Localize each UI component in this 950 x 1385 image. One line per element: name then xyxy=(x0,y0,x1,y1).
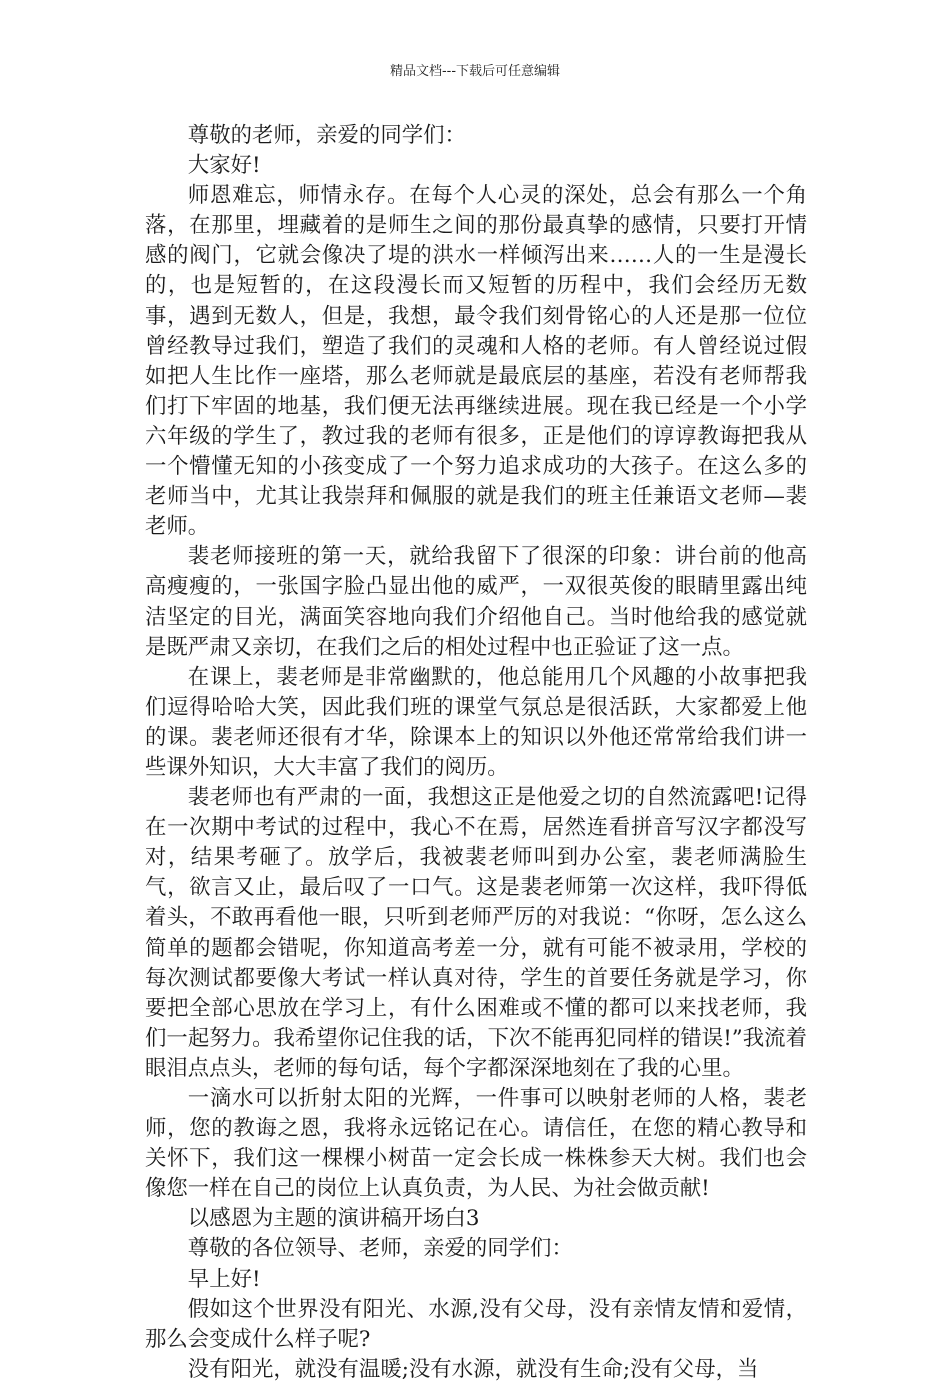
page-header: 精品文档---下载后可任意编辑 xyxy=(389,64,561,79)
paragraph-in-class: 在课上，裴老师是非常幽默的，他总能用几个风趣的小故事把我们逗得哈哈大笑，因此我们班的课堂气氛总是很活跃，大家都爱上他的课。裴老师还很有才华，除课本上的知识以外他还常常给我们讲一些课外知识，大大丰富了我们的阅历。 xyxy=(145,664,807,780)
paragraph-conclusion: 一滴水可以折射太阳的光辉，一件事可以映射老师的人格，裴老师，您的教诲之恩，我将永远铭记在心。请信任，在您的精心教导和关怀下，我们这一棵棵小树苗一定会长成一株株参天大树。我们也会像您一样在自己的岗位上认真负责，为人民、为社会做贡献! xyxy=(145,1086,807,1202)
salutation: 尊敬的老师，亲爱的同学们： xyxy=(187,123,466,148)
greeting-2: 早上好! xyxy=(187,1266,261,1292)
paragraph-hypothetical: 假如这个世界没有阳光、水源,没有父母，没有亲情友情和爱情，那么会变成什么样子呢? xyxy=(145,1296,807,1352)
paragraph-continued: 没有阳光，就没有温暖;没有水源，就没有生命;没有父母，当 xyxy=(187,1356,759,1382)
salutation-2: 尊敬的各位领导、老师，亲爱的同学们： xyxy=(187,1236,573,1262)
paragraph-intro: 师恩难忘，师情永存。在每个人心灵的深处，总会有那么一个角落，在那里，埋藏着的是师生之间的那份最真挚的感情，只要打开情感的阀门，它就会像决了堤的洪水一样倾泻出来……人的一生是漫长的，也是短暂的，在这段漫长而又短暂的历程中，我们会经历无数事，遇到无数人，但是，我想，最令我们刻骨铭心的人还是那一位位曾经教导过我们，塑造了我们的灵魂和人格的老师。有人曾经说过假如把人生比作一座塔，那么老师就是最底层的基座，若没有老师帮我们打下牢固的地基，我们便无法再继续进展。现在我已经是一个小学六年级的学生了，教过我的老师有很多，正是他们的谆谆教诲把我从一个懵懂无知的小孩变成了一个努力追求成功的大孩子。在这么多的老师当中，尤其让我崇拜和佩服的就是我们的班主任兼语文老师—裴老师。 xyxy=(145,183,807,540)
paragraph-strict-side: 裴老师也有严肃的一面，我想这正是他爱之切的自然流露吧!记得在一次期中考试的过程中，我心不在焉，居然连看拼音写汉字都没写对，结果考砸了。放学后，我被裴老师叫到办公室，裴老师满脸生气，欲言又止，最后叹了一口气。这是裴老师第一次这样，我吓得低着头，不敢再看他一眼，只听到老师严厉的对我说：“你呀，怎么这么简单的题都会错呢，你知道高考差一分，就有可能不被录用，学校的每次测试都要像大考试一样认真对待，学生的首要任务就是学习，你要把全部心思放在学习上，有什么困难或不懂的都可以来找老师，我们一起努力。我希望你记住我的话，下次不能再犯同样的错误!”我流着眼泪点点头，老师的每句话，每个字都深深地刻在了我的心里。 xyxy=(145,785,807,1081)
document-body xyxy=(145,121,807,1385)
paragraph-first-day: 裴老师接班的第一天，就给我留下了很深的印象：讲台前的他高高瘦瘦的，一张国字脸凸显出他的威严，一双很英俊的眼睛里露出纯洁坚定的目光，满面笑容地向我们介绍他自己。当时他给我的感觉就是既严肃又亲切，在我们之后的相处过程中也正验证了这一点。 xyxy=(145,544,807,660)
greeting: 大家好! xyxy=(187,153,261,179)
section-title: 以感恩为主题的演讲稿开场白3 xyxy=(187,1206,480,1232)
